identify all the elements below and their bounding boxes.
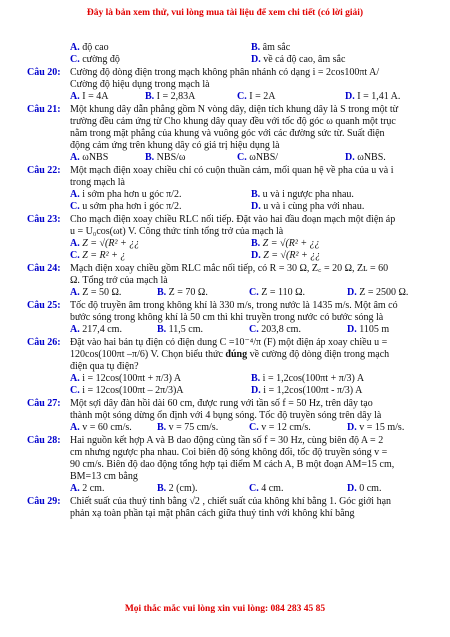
option-label: D. — [347, 287, 357, 298]
option-text: u và i cùng pha với nhau. — [263, 201, 365, 212]
option-text: Z = 50 Ω. — [82, 287, 122, 298]
question-text: điện qua tụ điện? — [70, 361, 139, 372]
question-text: Mạch điện xoay chiều gồm RLC mắc nối tiếp, có R = 30 Ω, Z꜀ = 20 Ω, Zʟ = 60 — [70, 263, 389, 274]
option-text: 203,8 cm. — [261, 324, 301, 335]
option-label: C. — [249, 483, 259, 494]
option-label: B. — [157, 483, 167, 494]
question-text: Một sợi dây đàn hồi dài 60 cm, được rung với tần số f = 50 Hz, trên dây tạo — [70, 398, 373, 409]
options-row — [27, 54, 427, 66]
option-label: B. — [251, 373, 261, 384]
option-text: 1105 m — [359, 324, 390, 335]
option-text: I = 2,83A — [156, 91, 196, 102]
options-row — [27, 287, 427, 299]
option-label: B. — [251, 189, 261, 200]
option-text: NBS/ω — [156, 152, 186, 163]
option-label: D. — [347, 483, 357, 494]
option-text: âm sắc — [262, 42, 291, 53]
question-22 — [27, 165, 427, 177]
options-row — [27, 250, 427, 262]
option-text: i = 12cos(100πt – 2π/3)A — [82, 385, 184, 396]
question-text: Hai nguồn kết hợp A và B dao động cùng tần số f = 30 Hz, cùng biên độ A = 2 — [70, 435, 384, 446]
options-row — [27, 422, 427, 434]
question-text: u = U₀cos(ωt) V. Công thức tính tổng trở của mạch là — [70, 226, 284, 237]
question-text: nằm trong mặt phẳng của khung và vuông góc với các đường sức từ. Suất điện — [70, 128, 385, 139]
option-text: Z = 110 Ω. — [261, 287, 306, 298]
option-text: ωNBS. — [357, 152, 386, 163]
question-number: Câu 26: — [27, 337, 61, 348]
question-number: Câu 23: — [27, 214, 61, 225]
question-text: Tốc độ truyền âm trong không khí là 330 m/s, trong nước là 1435 m/s. Một âm có — [70, 300, 398, 311]
option-text: cường độ — [82, 54, 120, 65]
option-text: 217,4 cm. — [82, 324, 122, 335]
option-text: u sớm pha hơn i góc π/2. — [82, 201, 182, 212]
option-label: A. — [70, 152, 80, 163]
option-label: C. — [237, 152, 247, 163]
contact-footer: Mọi thắc mắc vui lòng xin vui lòng: 084 283 45 85 — [124, 604, 326, 614]
question-number: Câu 22: — [27, 165, 61, 176]
options-row — [27, 238, 427, 250]
question-number: Câu 20: — [27, 67, 61, 78]
question-text: trường đều cảm ứng từ Cho khung dây quay đều với tốc độ góc ω quanh một trục — [70, 116, 396, 127]
option-text: i = 1,2cos(100πt + π/3) A — [262, 373, 365, 384]
option-label: A. — [70, 42, 80, 53]
option-text: I = 4A — [82, 91, 109, 102]
question-28 — [27, 435, 427, 447]
question-text: động cảm ứng trên khung dây có giá trị hiệu dụng là — [70, 140, 280, 151]
question-text: Ω. Tổng trở của mạch là — [70, 275, 168, 286]
option-text: v = 60 cm/s. — [82, 422, 132, 433]
option-label: D. — [347, 324, 357, 335]
option-label: C. — [70, 250, 80, 261]
options-row — [27, 152, 427, 164]
option-text: I = 2A — [249, 91, 276, 102]
option-label: A. — [70, 189, 80, 200]
option-text: 2 (cm). — [168, 483, 198, 494]
question-21 — [27, 104, 427, 116]
question-number: Câu 27: — [27, 398, 61, 409]
option-label: C. — [70, 54, 80, 65]
option-label: B. — [145, 91, 155, 102]
option-text: Z = 2500 Ω. — [359, 287, 409, 298]
question-20 — [27, 67, 427, 79]
option-label: D. — [251, 250, 261, 261]
formula: Z = √(R² + ¿¿ — [262, 238, 320, 249]
option-text: về cả độ cao, âm sắc — [263, 54, 346, 65]
question-text: Một mạch điện xoay chiều chỉ có cuộn thuần cảm, mối quan hệ về pha của u và i — [70, 165, 394, 176]
option-text: v = 12 cm/s. — [261, 422, 311, 433]
emphasis-word: đúng — [225, 349, 248, 360]
option-label: D. — [345, 91, 355, 102]
option-label: A. — [70, 238, 80, 249]
option-label: C. — [70, 385, 80, 396]
question-text: trong mạch là — [70, 177, 125, 188]
option-label: B. — [251, 42, 261, 53]
sqrt-formula: √2 — [189, 496, 200, 507]
question-26 — [27, 337, 427, 349]
option-text: độ cao — [82, 42, 109, 53]
option-text: I = 1,41 A. — [357, 91, 401, 102]
option-label: B. — [157, 287, 167, 298]
question-text: cm nhưng ngược pha nhau. Coi biên độ sóng không đổi, tốc độ truyền sóng v = — [70, 447, 388, 458]
option-text: u và i ngược pha nhau. — [262, 189, 354, 200]
option-label: C. — [70, 201, 80, 212]
options-row — [27, 91, 427, 103]
option-label: C. — [249, 422, 259, 433]
option-label: D. — [347, 422, 357, 433]
formula: Z = √(R² + ¿¿ — [82, 238, 140, 249]
question-number: Câu 24: — [27, 263, 61, 274]
question-number: Câu 25: — [27, 300, 61, 311]
option-label: B. — [251, 238, 261, 249]
question-number: Câu 21: — [27, 104, 61, 115]
option-text: i = 12cos(100πt + π/3) A — [82, 373, 182, 384]
option-label: C. — [237, 91, 247, 102]
option-label: D. — [251, 54, 261, 65]
question-24 — [27, 263, 427, 275]
question-text: 120cos(100πt –π/6) V. Chọn biểu thức đúng về cường độ dòng điện trong mạch — [70, 349, 390, 360]
option-label: B. — [157, 422, 167, 433]
formula: Z = R² + ¿ — [82, 250, 126, 261]
option-label: A. — [70, 422, 80, 433]
option-label: D. — [251, 385, 261, 396]
question-list — [27, 42, 427, 520]
option-text: v = 75 cm/s. — [168, 422, 219, 433]
option-text: 2 cm. — [82, 483, 105, 494]
options-row — [27, 42, 427, 54]
options-row — [27, 201, 427, 213]
option-label: B. — [145, 152, 155, 163]
option-text: 4 cm. — [261, 483, 284, 494]
question-number: Câu 29: — [27, 496, 61, 507]
option-label: B. — [157, 324, 167, 335]
question-text: Chiết suất của thuỷ tinh bằng √2 , chiết suất của không khí bằng 1. Góc giới hạn — [70, 496, 392, 507]
option-text: i = 1,2cos(100πt - π/3) A — [263, 385, 363, 396]
question-text: 90 cm/s. Biên độ dao động tổng hợp tại điểm M cách A, B một đoạn AM=15 cm, — [70, 459, 395, 470]
question-text: bước sóng trong không khí là 50 cm thì khi truyền trong nước có bước sóng là — [70, 312, 384, 323]
options-row — [27, 373, 427, 385]
option-label: D. — [251, 201, 261, 212]
option-label: A. — [70, 324, 80, 335]
question-text: Đặt vào hai bản tụ điện có điện dung C =10⁻⁴/π (F) một điện áp xoay chiều u = — [70, 337, 388, 348]
preview-banner: Đây là bản xem thử, vui lòng mua tài liệu để xem chi tiết (có lời giải) — [86, 8, 364, 18]
option-text: 0 cm. — [359, 483, 382, 494]
question-27 — [27, 398, 427, 410]
option-text: ωNBS/ — [249, 152, 279, 163]
option-text: ωNBS — [82, 152, 109, 163]
question-text: Cường độ hiệu dụng trong mạch là — [70, 79, 210, 90]
options-row — [27, 385, 427, 397]
question-29 — [27, 496, 427, 508]
question-text: BM=13 cm bằng — [70, 471, 138, 482]
question-23 — [27, 214, 427, 226]
options-row — [27, 189, 427, 201]
option-label: A. — [70, 483, 80, 494]
options-row — [27, 483, 427, 495]
option-text: Z = 70 Ω. — [168, 287, 208, 298]
question-text: phản xạ toàn phần tại mặt phân cách giữa thuỷ tinh với không khí bằng — [70, 508, 355, 519]
option-label: A. — [70, 91, 80, 102]
option-label: A. — [70, 287, 80, 298]
option-label: A. — [70, 373, 80, 384]
formula: Z = √(R² + ¿¿ — [263, 250, 321, 261]
question-25 — [27, 300, 427, 312]
option-label: C. — [249, 324, 259, 335]
question-text: Cường độ dòng điện trong mạch không phân nhánh có dạng i = 2cos100πt A/ — [70, 67, 380, 78]
option-text: i sớm pha hơn u góc π/2. — [82, 189, 182, 200]
question-text: Cho mạch điện xoay chiều RLC nối tiếp. Đặt vào hai đầu đoạn mạch một điện áp — [70, 214, 396, 225]
question-text: Một khung dây dẫn phẳng gồm N vòng dây, diện tích khung dây là S trong một từ — [70, 104, 399, 115]
question-text: thành một sóng dừng ổn định với 4 bụng sóng. Tốc độ truyền sóng trên dây là — [70, 410, 382, 421]
option-text: v = 15 m/s. — [359, 422, 405, 433]
option-label: D. — [345, 152, 355, 163]
option-label: C. — [249, 287, 259, 298]
option-text: 11,5 cm. — [168, 324, 204, 335]
question-number: Câu 28: — [27, 435, 61, 446]
options-row — [27, 324, 427, 336]
